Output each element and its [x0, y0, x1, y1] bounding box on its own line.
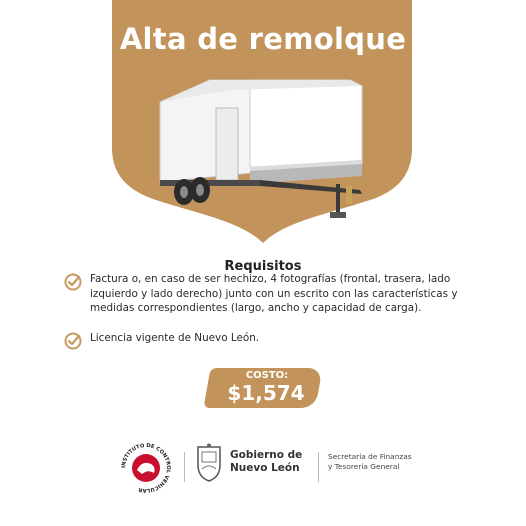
footer-logos — [0, 437, 526, 497]
gobierno-nuevo-leon-logo-text — [230, 449, 302, 475]
check-icon — [64, 273, 82, 291]
sfin-line-2: y Tesorería General — [328, 462, 400, 471]
check-icon — [64, 332, 82, 350]
requirement-item — [64, 331, 470, 350]
gov-line-2: Nuevo León — [230, 462, 300, 474]
svg-text:INSTITUTO DE CONTROL VEHICULAR: INSTITUTO DE CONTROL VEHICULAR — [120, 442, 172, 494]
requirement-text: Factura o, en caso de ser hechizo, 4 fotografías (frontal, trasera, lado izquierdo y lado derecho) junto con un escrito con las características y medidas correspondientes (largo, ancho y capacidad de carga). — [90, 273, 458, 314]
trailer-image — [150, 72, 380, 232]
page-title: Alta de remolque — [119, 22, 407, 56]
nuevo-leon-shield-logo — [195, 443, 223, 483]
requirement-item — [64, 272, 470, 316]
sfin-line-1: Secretaría de Finanzas — [328, 452, 412, 461]
requirements-title: Requisitos — [224, 259, 302, 274]
gov-line-1: Gobierno de — [230, 449, 303, 461]
secretaria-finanzas-text — [328, 452, 412, 472]
divider — [184, 452, 185, 482]
cost-value: $1,574 — [227, 381, 305, 405]
cost-label: COSTO: — [245, 370, 289, 381]
requirement-text: Licencia vigente de Nuevo León. — [90, 332, 260, 344]
divider — [318, 452, 319, 482]
icv-logo — [118, 440, 174, 496]
